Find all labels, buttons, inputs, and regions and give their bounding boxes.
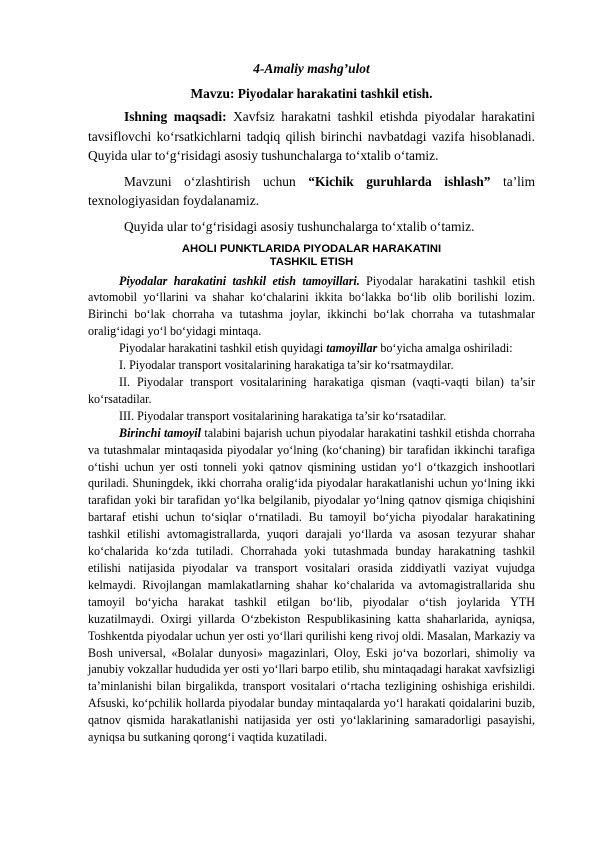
method-name: “Kichik guruhlarda ishlash” [308, 173, 491, 189]
first-principle-paragraph [88, 425, 535, 746]
principles-text: Piyodalar harakatini tashkil etish avtomobil yo‘llarini va shahar ko‘chalarini ikkita bo‘lakka bo‘lib olib borilishi lozim. Birinchi bo‘lak chorraha va tutashma joylar, ikkinchi bo‘lak chorraha va tutashmalar oralig‘idagi yo‘l bo‘yidagi mintaqa. [88, 273, 535, 339]
method-prefix: Mavzuni o‘zlashtirish uchun [124, 173, 309, 189]
method-suffix: ta’lim texnologiyasidan foydalanamiz. [88, 173, 536, 209]
first-principle-lead: Birinchi tamoyil [119, 425, 202, 440]
principles-intro-prefix: Piyodalar harakatini tashkil etish quyidagi [119, 341, 327, 356]
principle-item-3: III. Piyodalar transport vositalarining harakatiga ta’sir ko‘rsatadilar. [119, 408, 447, 423]
principle-item-1: I. Piyodalar transport vositalarining harakatiga ta’sir ko‘rsatmaydilar. [119, 358, 454, 373]
principles-intro-emph: tamoyillar [326, 341, 378, 356]
method-paragraph [88, 172, 535, 211]
section-title-line-1: AHOLI PUNKTLARIDA PIYODALAR HARAKATINI [181, 242, 442, 255]
section-title [88, 243, 535, 269]
topic-title: Mavzu: Piyodalar harakatini tashkil etish. [190, 86, 433, 101]
lesson-title: 4-Amaliy mashg’ulot [253, 61, 370, 76]
principles-intro-suffix: bo‘yicha amalga oshiriladi: [377, 341, 513, 356]
principles-paragraph [88, 273, 535, 341]
document-page [88, 60, 535, 746]
section-title-line-2: TASHKIL ETISH [269, 255, 354, 268]
goal-label: Ishning maqsadi: [124, 109, 227, 124]
principles-lead: Piyodalar harakatini tashkil etish tamoyillari. [119, 273, 360, 288]
goal-paragraph [88, 107, 535, 166]
first-principle-text: talabini bajarish uchun piyodalar harakatini tashkil etishda chorraha va tutashmalar mintaqasida piyodalar yo‘lning (ko‘chaning) bir tarafidan ikkinchi tarafiga o‘tishi uchun yer osti tonneli yoki qatnov qismining ustidan yo‘l o‘tkazgich inshootlari quriladi. Shuningdek, ikki chorraha oralig‘ida piyodalar harakatlanishi uchun yo‘lning ikki tarafidan yoki bir tarafidan yo‘lka belgilanib, piyodalar yo‘lning qatnov qismiga chiqishini bartaraf etishi uchun to‘siqlar o‘rnatiladi. Bu tamoyil bo‘yicha piyodalar harakatining tashkil etilishi avtomagistrallarda, yuqori darajali yo‘llarda va asosan tezyurar shahar ko‘chalarida ko‘zda tutiladi. Chorrahada yoki tutashmada bunday harakatning tashkil etilishi natijasida piyodalar va transport vositalari orasida ziddiyatli vaziyat vujudga kelmaydi. Rivojlangan mamlakatlarning shahar ko‘chalarida va avtomagistrallarida shu tamoyil bo‘yicha harakat tashkil etilgan bo‘lib, piyodalar o‘tish joylarida YTH kuzatilmaydi. Oxirgi yillarda O‘zbekiston Respublikasining katta shaharlarida, ayniqsa, Toshkentda piyodalar uchun yer osti yo‘llari qurilishi keng rivoj oldi. Masalan, Markaziy va Bosh universal, «Bolalar dunyosi» magazinlari, Oloy, Eski jo‘va bozorlari, shimoliy va janubiy vokzallar hududida yer osti yo‘llari barpo etilib, shu mintaqadagi harakat xavfsizligi ta’minlanishi bilan birgalikda, transport vositalari o‘rtacha tezligining oshishiga erishildi. Afsuski, ko‘pchilik hollarda piyodalar bunday mintaqalarda yo‘l harakati qoidalarini buzib, qatnov qismida harakatlanishi natijasida yer osti yo‘laklarining samaradorligi pasayishi, ayniqsa bu sutkaning qorong‘i vaqtida kuzatiladi. [88, 425, 535, 745]
followup-paragraph: Quyida ular to‘g‘risidagi asosiy tushunchalarga to‘xtalib o‘tamiz. [124, 218, 475, 234]
principle-item-2: II. Piyodalar transport vositalarining harakatiga qisman (vaqti-vaqti bilan) ta’sir ko‘rsatadilar. [88, 375, 535, 406]
principles-intro-paragraph [88, 340, 535, 357]
goal-text: Xavfsiz harakatni tashkil etishda piyodalar harakatini tavsiflovchi ko‘rsatkichlarni tadqiq qilish birinchi navbatdagi vazifa hisoblanadi. Quyida ular to‘g‘risidagi asosiy tushunchalarga to‘xtalib o‘tamiz. [88, 109, 535, 164]
